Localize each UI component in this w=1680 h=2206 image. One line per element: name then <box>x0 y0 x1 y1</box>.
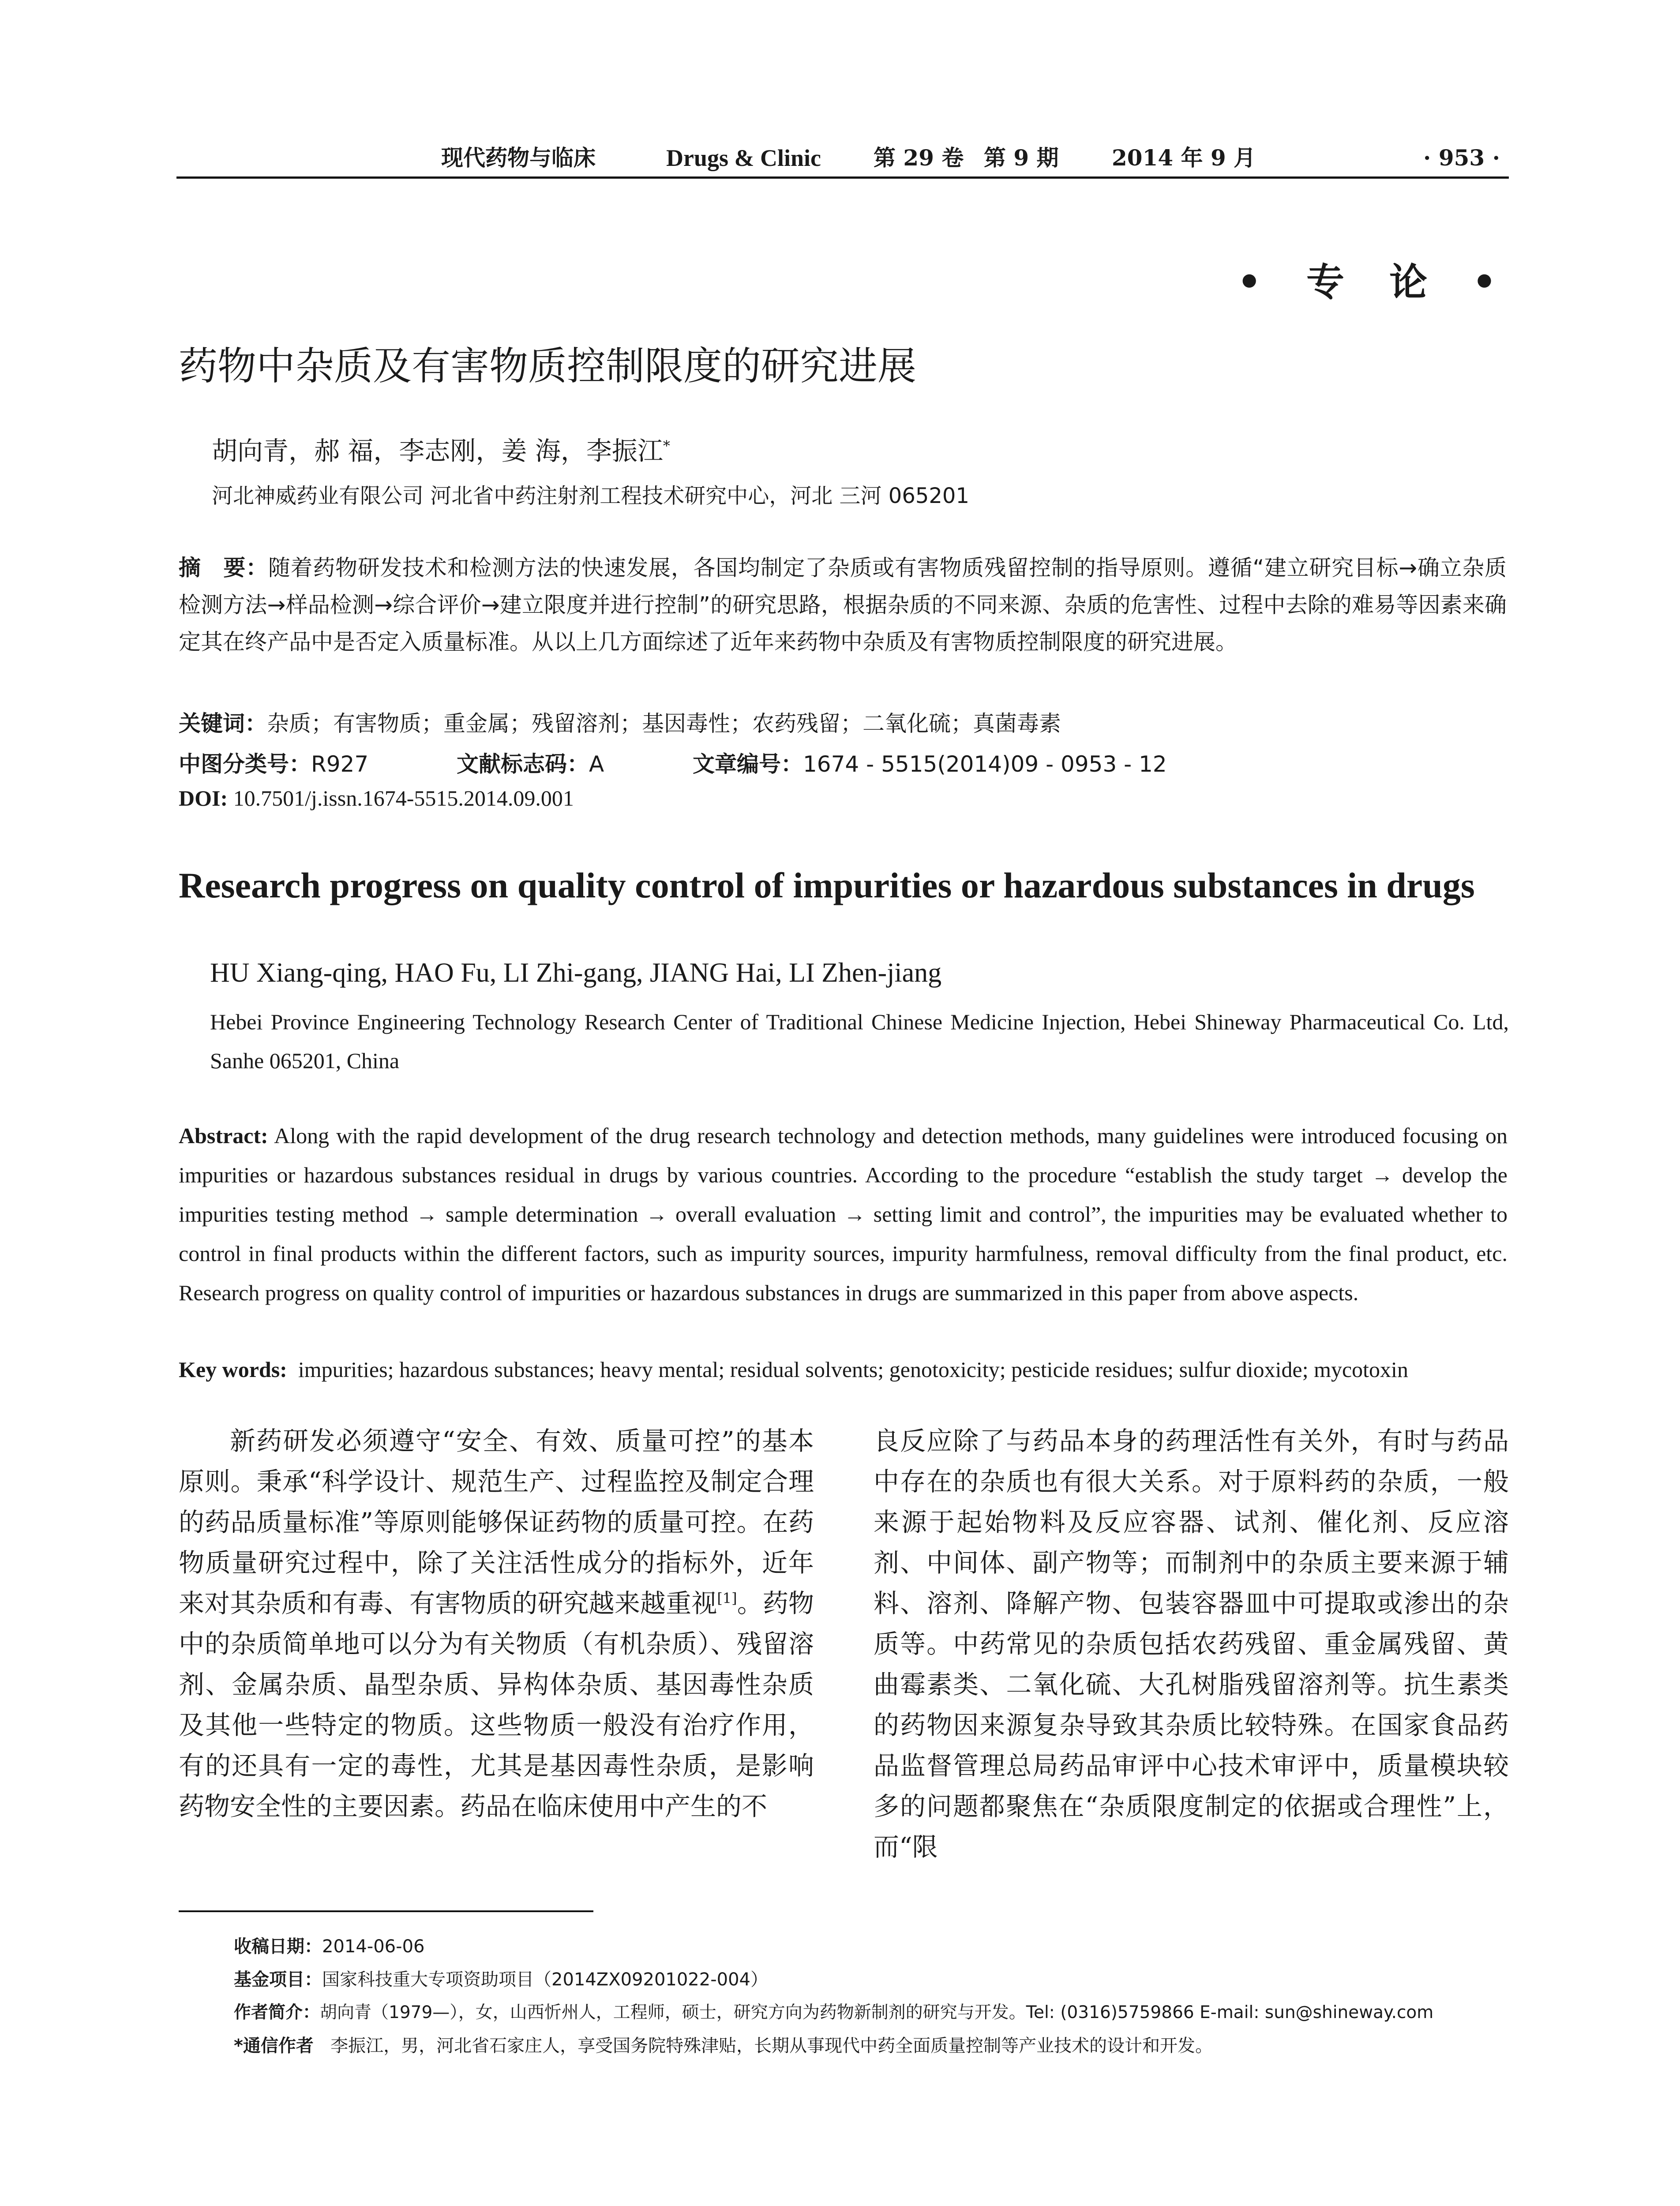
cn-abstract <box>179 549 1507 660</box>
body-column-left <box>179 1421 814 1906</box>
article-value: 1674 - 5515(2014)09 - 0953 - 12 <box>803 751 1167 777</box>
article-number <box>693 747 1167 778</box>
footnote-fund <box>234 1966 768 1991</box>
en-keywords-label: Key words: <box>179 1357 287 1382</box>
author-label: 作者简介： <box>234 2003 320 2022</box>
en-abstract-text: Along with the rapid development of the drug research technology and detection methods, many guidelines were introduced focusing on impurities or hazardous substances residual in drugs by various countries. According to the procedure “establish the study target → develop the impurities testing method → sample determination → overall evaluation → setting limit and control”, the impurities may be evaluated whether to control in final products within the different factors, such as impurity sources, impurity harmfulness, removal difficulty from the final product, etc. Research progress on quality control of impurities or hazardous substances in drugs are summarized in this paper from above aspects. <box>179 1123 1508 1305</box>
en-authors: HU Xiang-qing, HAO Fu, LI Zhi-gang, JIANG Hai, LI Zhen-jiang <box>210 958 942 988</box>
body-left-part2: 。药物中的杂质简单地可以分为有关物质（有机杂质）、残留溶剂、金属杂质、晶型杂质、异构体杂质、基因毒性杂质及其他一些特定的物质。这些物质一般没有治疗作用，有的还具有一定的毒性，尤其是基因毒性杂质，是影响药物安全性的主要因素。药品在临床使用中产生的不 <box>179 1588 814 1821</box>
page-number: · 953 · <box>1423 145 1500 171</box>
doi-label: DOI: <box>179 786 228 810</box>
cn-author-names: 胡向青，郝 福，李志刚，姜 海，李振江 <box>212 436 663 466</box>
header-rule <box>176 176 1509 179</box>
document-code <box>457 747 604 778</box>
cn-abstract-label: 摘 要： <box>179 555 268 581</box>
citation-ref: [1] <box>717 1590 737 1607</box>
cn-keywords-text: 杂质；有害物质；重金属；残留溶剂；基因毒性；农药残留；二氧化硫；真菌毒素 <box>267 711 1061 736</box>
corr-label: *通信作者 <box>234 2036 314 2056</box>
en-title: Research progress on quality control of impurities or hazardous substances in drugs <box>179 865 1475 905</box>
footnote-rule <box>179 1910 593 1912</box>
body-column-right: 良反应除了与药品本身的药理活性有关外，有时与药品中存在的杂质也有很大关系。对于原料药的杂质，一般来源于起始物料及反应容器、试剂、催化剂、反应溶剂、中间体、副产物等；而制剂中的杂质主要来源于辅料、溶剂、降解产物、包装容器皿中可提取或渗出的杂质等。中药常见的杂质包括农药残留、重金属残留、黄曲霉素类、二氧化硫、大孔树脂残留溶剂等。抗生素类的药物因来源复杂导致其杂质比较特殊。在国家食品药品监督管理总局药品审评中心技术审评中，质量模块较多的问题都聚焦在“杂质限度制定的依据或合理性”上，而“限 <box>874 1426 1509 1862</box>
cn-keywords-label: 关键词： <box>179 711 267 736</box>
cn-affiliation: 河北神威药业有限公司 河北省中药注射剂工程技术研究中心，河北 三河 065201 <box>212 484 970 508</box>
cn-authors <box>212 430 670 467</box>
running-header <box>176 140 1509 176</box>
classification-line <box>179 747 1507 777</box>
corresponding-mark: * <box>663 437 670 454</box>
cn-title: 药物中杂质及有害物质控制限度的研究进展 <box>179 343 917 389</box>
author-value: 胡向青（1979—），女，山西忻州人，工程师，硕士，研究方向为药物新制剂的研究与开发。Tel: (0316)5759866 E-mail: sun@shineway.com <box>320 2003 1434 2022</box>
volume: 第 29 卷 <box>874 145 964 171</box>
journal-name-en: Drugs & Clinic <box>666 145 821 171</box>
journal-name-cn: 现代药物与临床 <box>441 145 596 171</box>
clc-label: 中图分类号： <box>179 751 311 777</box>
doi <box>179 785 574 811</box>
fund-value: 国家科技重大专项资助项目（2014ZX09201022-004） <box>322 1970 768 1990</box>
article-label: 文章编号： <box>693 751 803 777</box>
received-value: 2014-06-06 <box>322 1936 425 1957</box>
issue-date: 2014 年 9 月 <box>1112 145 1256 171</box>
footnote-author <box>234 1999 1433 2023</box>
footnote-corresponding <box>234 2032 1213 2057</box>
en-abstract-label: Abstract: <box>179 1123 268 1148</box>
doc-value: A <box>589 751 604 777</box>
footnote-received <box>234 1932 424 1958</box>
en-keywords <box>179 1357 1408 1382</box>
corr-value: 李振江，男，河北省石家庄人，享受国务院特殊津贴，长期从事现代中药全面质量控制等产业技术的设计和开发。 <box>330 2036 1213 2056</box>
en-keywords-text: impurities; hazardous substances; heavy mental; residual solvents; genotoxicity; pesticide residues; sulfur dioxide; mycotoxin <box>298 1357 1408 1382</box>
cn-abstract-text: 随着药物研发技术和检测方法的快速发展，各国均制定了杂质或有害物质残留控制的指导原则。遵循“建立研究目标→确立杂质检测方法→样品检测→综合评价→建立限度并进行控制”的研究思路，根据杂质的不同来源、杂质的危害性、过程中去除的难易等因素来确定其在终产品中是否定入质量标准。从以上几方面综述了近年来药物中杂质及有害物质控制限度的研究进展。 <box>179 555 1507 655</box>
doc-label: 文献标志码： <box>457 751 589 777</box>
en-abstract <box>179 1116 1508 1313</box>
clc-code <box>179 747 368 778</box>
clc-value: R927 <box>311 751 369 777</box>
body-left-part1: 新药研发必须遵守“安全、有效、质量可控”的基本原则。秉承“科学设计、规范生产、过程监控及制定合理的药品质量标准”等原则能够保证药物的质量可控。在药物质量研究过程中，除了关注活性成分的指标外，近年来对其杂质和有毒、有害物质的研究越来越重视 <box>179 1426 814 1618</box>
fund-label: 基金项目： <box>234 1970 322 1990</box>
cn-keywords <box>179 706 1061 738</box>
en-affiliation: Hebei Province Engineering Technology Research Center of Traditional Chinese Medicine Injection, Hebei Shineway Pharmaceutical Co. Ltd, Sanhe 065201, China <box>210 1009 1509 1073</box>
issue: 第 9 期 <box>984 145 1059 171</box>
section-label: • 专 论 • <box>1237 260 1512 304</box>
doi-value: 10.7501/j.issn.1674-5515.2014.09.001 <box>233 786 574 810</box>
received-label: 收稿日期： <box>234 1936 322 1957</box>
